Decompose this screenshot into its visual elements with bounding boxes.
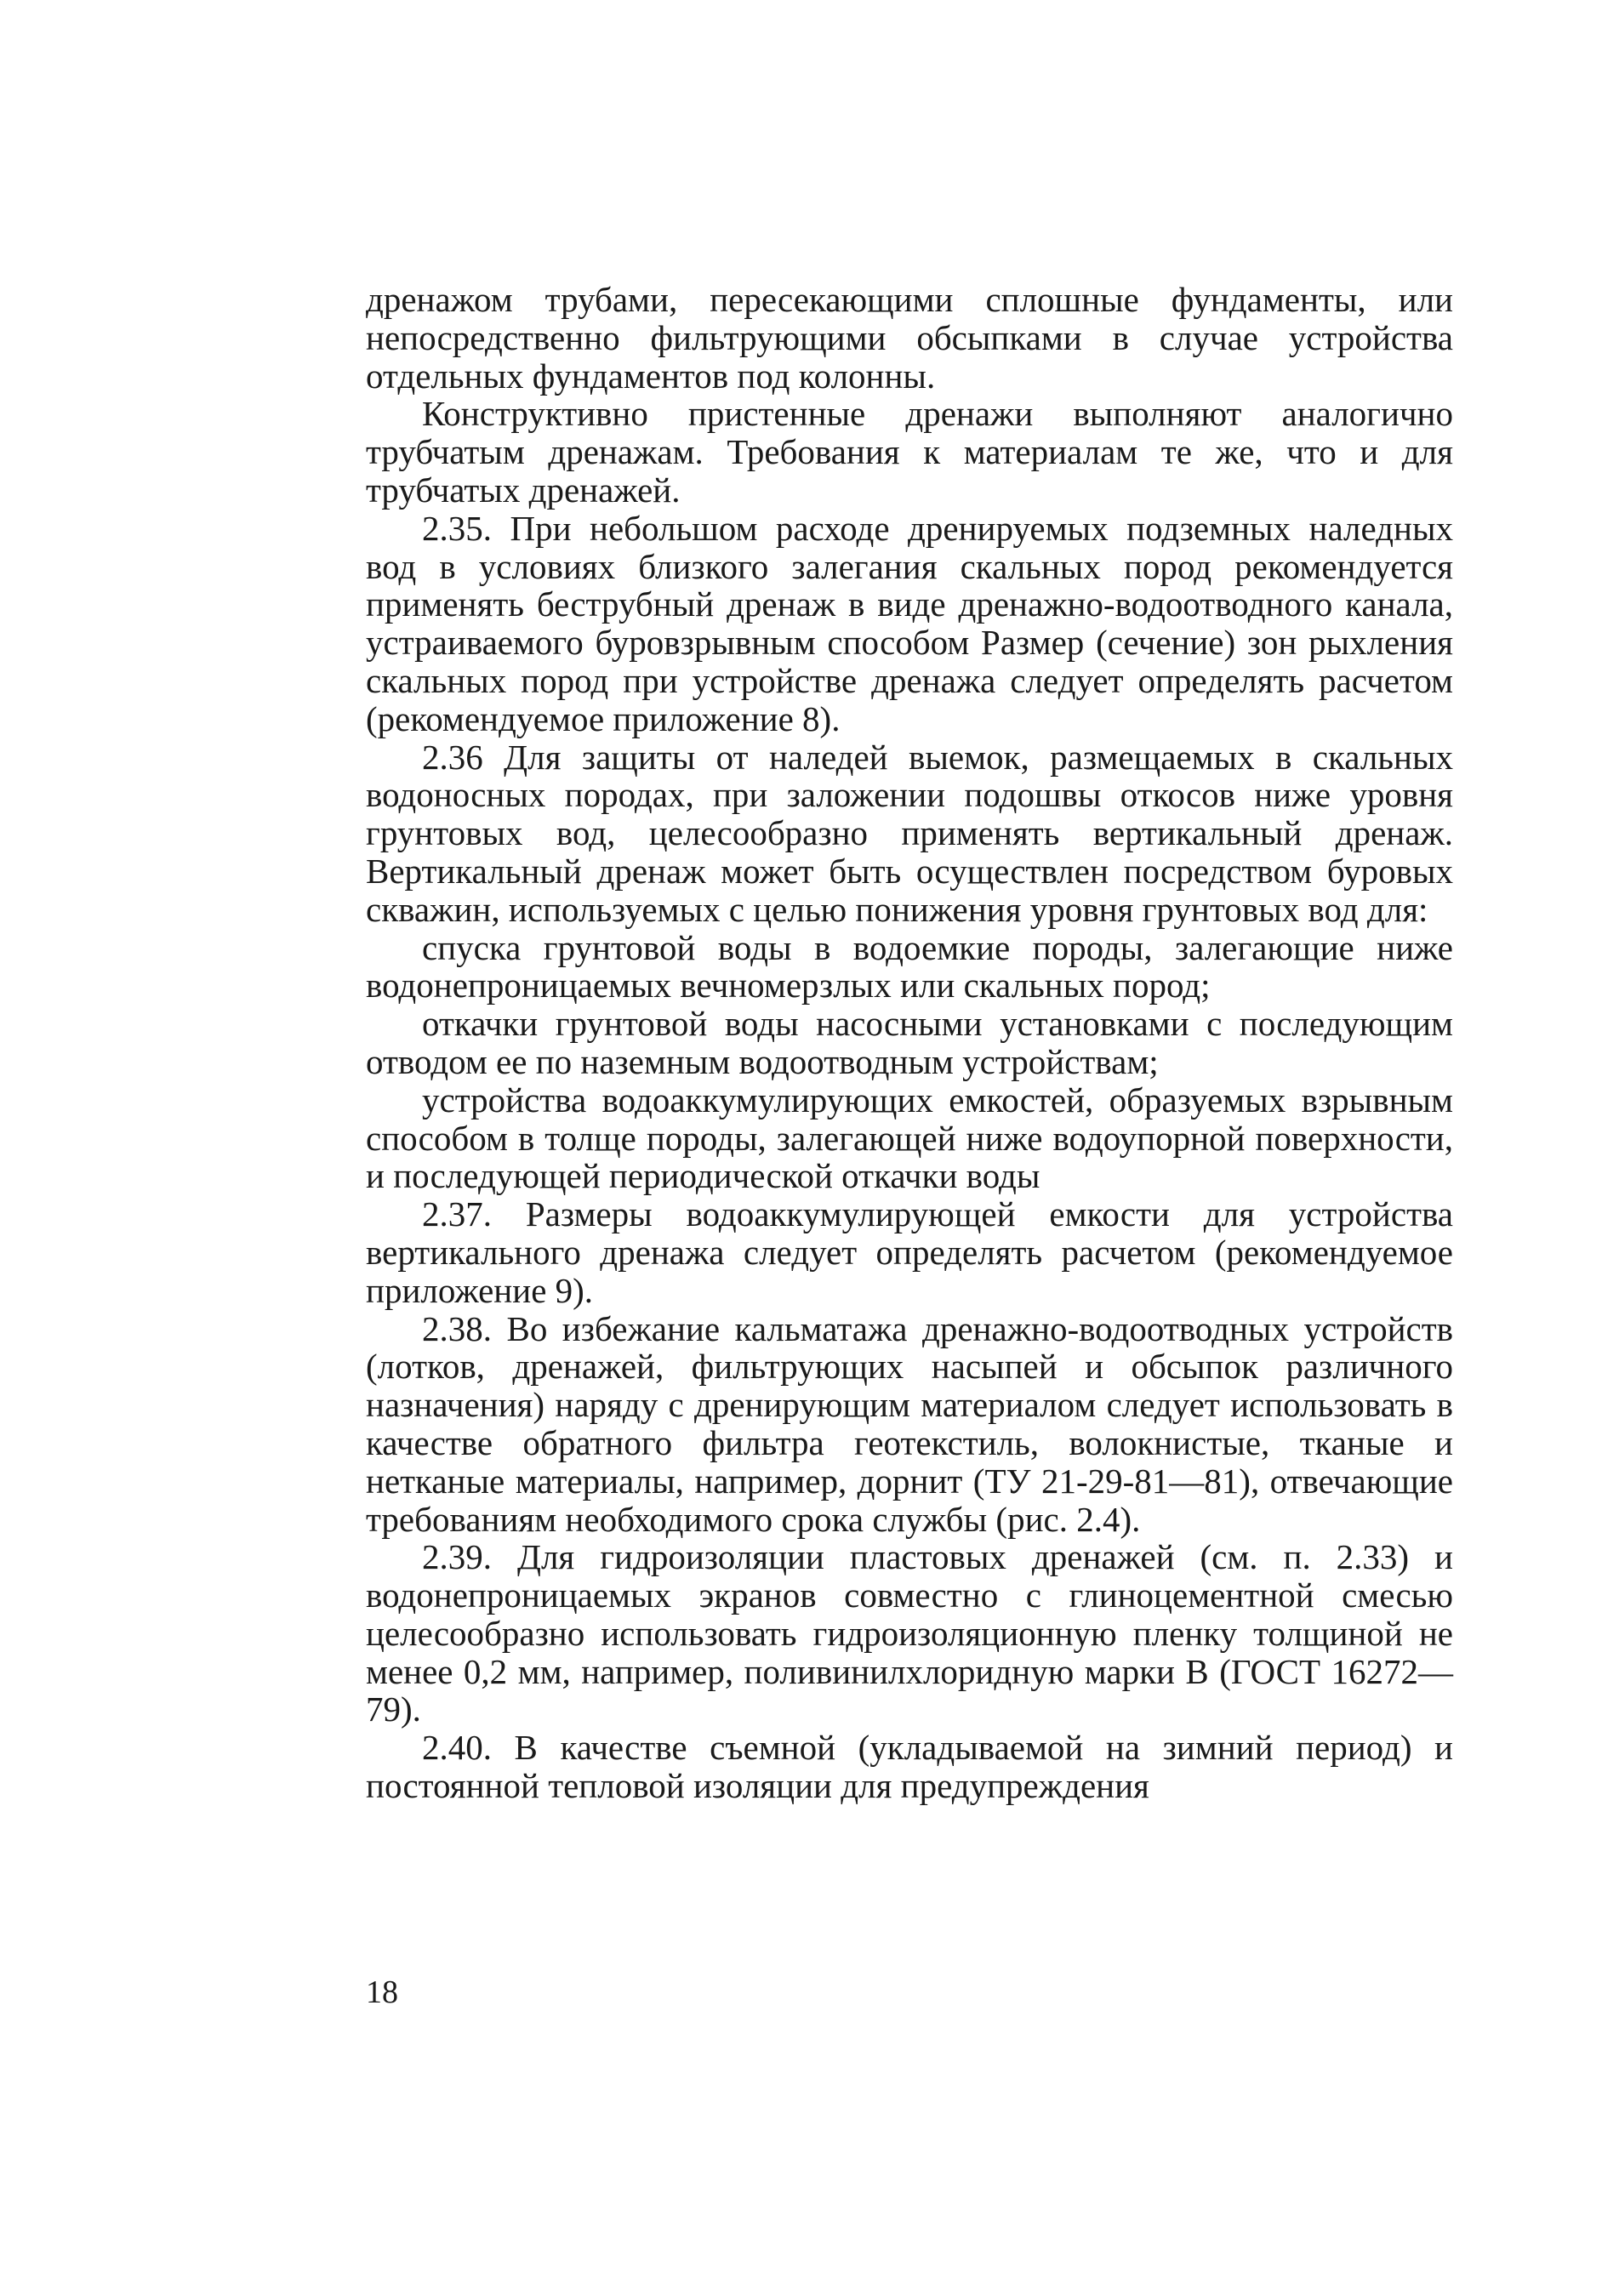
list-item-pumping: откачки грунтовой воды насосными установками с последующим отводом ее по наземным водоотводным устройствам;: [366, 1004, 1453, 1081]
paragraph-2-40: 2.40. В качестве съемной (укладываемой на зимний период) и постоянной тепловой изоляции для предупреждения: [366, 1728, 1453, 1806]
paragraph-wall-drainage: Конструктивно пристенные дренажи выполняют аналогично трубчатым дренажам. Требования к материалам те же, что и для трубчатых дренажей.: [366, 394, 1453, 510]
page-number: 18: [366, 1974, 398, 2010]
paragraph-2-39: 2.39. Для гидроизоляции пластовых дренажей (см. п. 2.33) и водонепроницаемых экранов совместно с глиноцементной смесью целесообразно использовать гидроизоляционную пленку толщиной не менее 0,2 мм, например, поливинилхлоридную марки В (ГОСТ 16272—79).: [366, 1537, 1453, 1729]
paragraph-2-36: 2.36 Для защиты от наледей выемок, размещаемых в скальных водоносных породах, при заложении подошвы откосов ниже уровня грунтовых вод, целесообразно применять вертикальный дренаж. Вертикальный дренаж может быть осуществлен посредством буровых скважин, используемых с целью понижения уровня грунтовых вод для:: [366, 737, 1453, 929]
body-text: [366, 281, 1453, 1805]
paragraph-2-37: 2.37. Размеры водоаккумулирующей емкости для устройства вертикального дренажа следует определять расчетом (рекомендуемое приложение 9).: [366, 1194, 1453, 1310]
paragraph-continuation: дренажом трубами, пересекающими сплошные фундаменты, или непосредственно фильтрующими обсыпками в случае устройства отдельных фундаментов под колонны.: [366, 280, 1453, 396]
paragraph-2-38: 2.38. Во избежание кальматажа дренажно-водоотводных устройств (лотков, дренажей, фильтрующих насыпей и обсыпок различного назначения) наряду с дренирующим материалом следует использовать в качестве обратного фильтра геотекстиль, волокнистые, тканые и нетканые материалы, например, дорнит (ТУ 21-29-81—81), отвечающие требованиям необходимого срока службы (рис. 2.4).: [366, 1308, 1453, 1539]
list-item-storage-tanks: устройства водоаккумулирующих емкостей, образуемых взрывным способом в толще породы, залегающей ниже водоупорной поверхности, и последующей периодической откачки воды: [366, 1080, 1453, 1196]
paragraph-2-35: 2.35. При небольшом расходе дренируемых подземных наледных вод в условиях близкого залегания скальных пород рекомендуется применять беструбный дренаж в виде дренажно-водоотводного канала, устраиваемого буровзрывным способом Размер (сечение) зон рыхления скальных пород при устройстве дренажа следует определять расчетом (рекомендуемое приложение 8).: [366, 508, 1453, 738]
list-item-drain-into-rock: спуска грунтовой воды в водоемкие породы, залегающие ниже водонепроницаемых вечномерзлых или скальных пород;: [366, 927, 1453, 1006]
